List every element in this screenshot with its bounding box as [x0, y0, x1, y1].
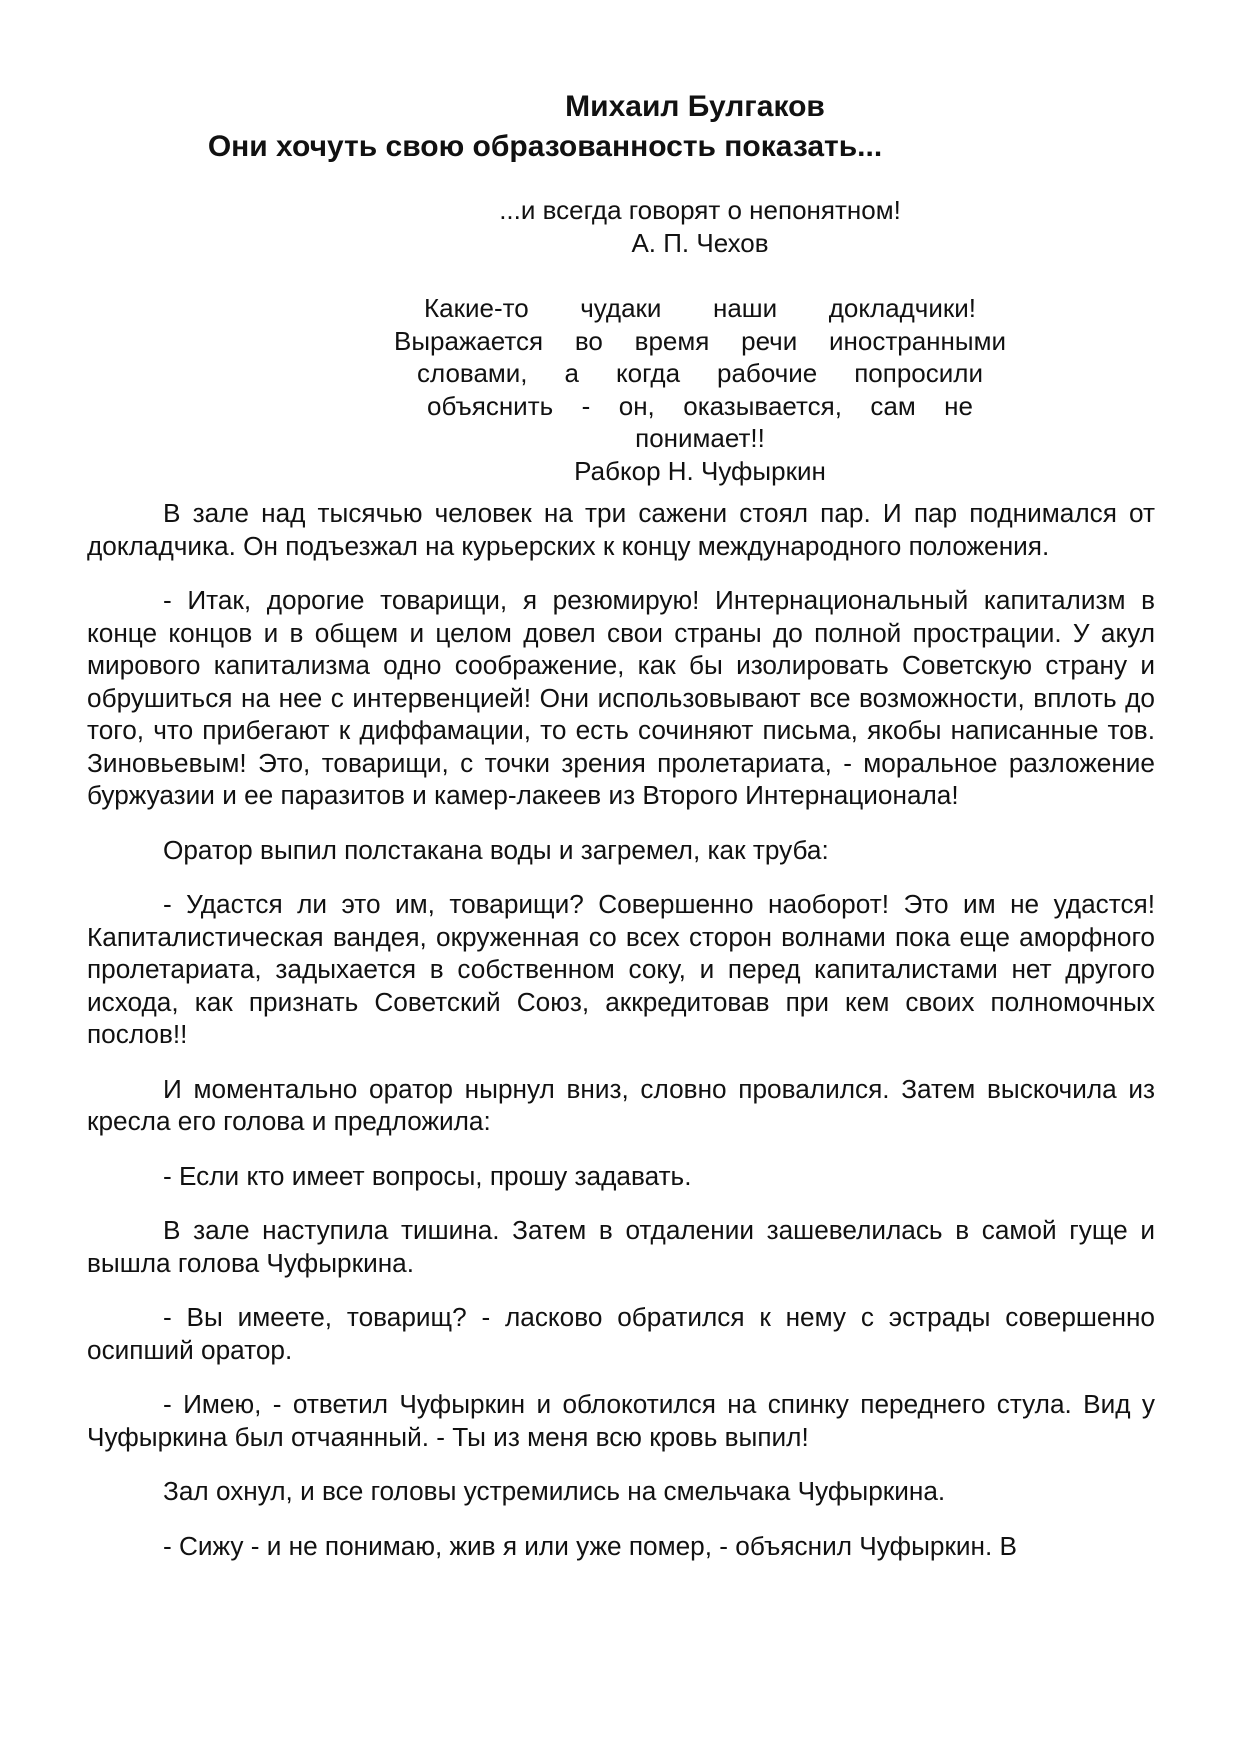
paragraph: - Сижу - и не понимаю, жив я или уже помер, - объяснил Чуфыркин. В	[163, 1530, 1018, 1561]
epigraph-line: словами, а когда рабочие попросили	[417, 358, 983, 388]
paragraph: - Если кто имеет вопросы, прошу задавать.	[163, 1160, 692, 1191]
epigraph-line: объяснить - он, оказывается, сам не	[427, 390, 973, 421]
paragraph: - Итак, дорогие товарищи, я резюмирую! Интернациональный капитализм в конце концов и в общем и целом довел свои страны до полной прострации. У акул мирового капитализма одно соображение, как бы изолировать Советскую страну и обрушиться на нее с интервенцией! Они использовывают все возможности, вплоть до того, что прибегают к диффамации, то есть сочиняют письма, якобы написанные тов. Зиновьевым! Это, товарищи, с точки зрения пролетариата, - моральное разложение буржуазии и ее паразитов и камер-лакеев из Второго Интернационала!	[87, 585, 1155, 810]
paragraph: В зале над тысячью человек на три сажени стоял пар. И пар поднимался от докладчика. Он подъезжал на курьерских к концу международного положения.	[87, 498, 1155, 561]
epigraph-attribution: Рабкор Н. Чуфыркин	[574, 455, 826, 486]
epigraph-line: понимает!!	[635, 423, 765, 453]
epigraph-attribution: А. П. Чехов	[631, 227, 769, 258]
epigraph-line: Выражается во время речи иностранными	[394, 325, 1006, 356]
paragraph: Оратор выпил полстакана воды и загремел, как труба:	[163, 834, 829, 865]
epigraph-chekhov	[380, 194, 1020, 259]
story-body	[87, 497, 1155, 1584]
paragraph: - Имею, - ответил Чуфыркин и облокотился на спинку переднего стула. Вид у Чуфыркина был отчаянный. - Ты из меня всю кровь выпил!	[87, 1389, 1155, 1452]
epigraph-chufyrkin	[380, 292, 1020, 487]
author-name: Михаил Булгаков	[565, 90, 825, 123]
epigraph-line: ...и всегда говорят о непонятном!	[499, 195, 901, 225]
paragraph: - Удастся ли это им, товарищи? Совершенно наоборот! Это им не удастся! Капиталистическая вандея, окруженная со всех сторон волнами пока еще аморфного пролетариата, задыхается в собственном соку, и перед капиталистами нет другого исхода, как признать Советский Союз, аккредитовав при кем своих полномочных послов!!	[87, 889, 1155, 1049]
epigraph-line: Какие-то чудаки наши докладчики!	[424, 293, 976, 323]
paragraph: Зал охнул, и все головы устремились на смельчака Чуфыркина.	[163, 1476, 946, 1506]
paragraph: - Вы имеете, товарищ? - ласково обратился к нему с эстрады совершенно осипший оратор.	[87, 1302, 1155, 1365]
paragraph: В зале наступила тишина. Затем в отдалении зашевелилась в самой гуще и вышла голова Чуфыркина.	[87, 1215, 1155, 1278]
paragraph: И моментально оратор нырнул вниз, словно провалился. Затем выскочила из кресла его голова и предложила:	[87, 1073, 1155, 1136]
story-title: Они хочуть свою образованность показать...	[207, 130, 883, 163]
